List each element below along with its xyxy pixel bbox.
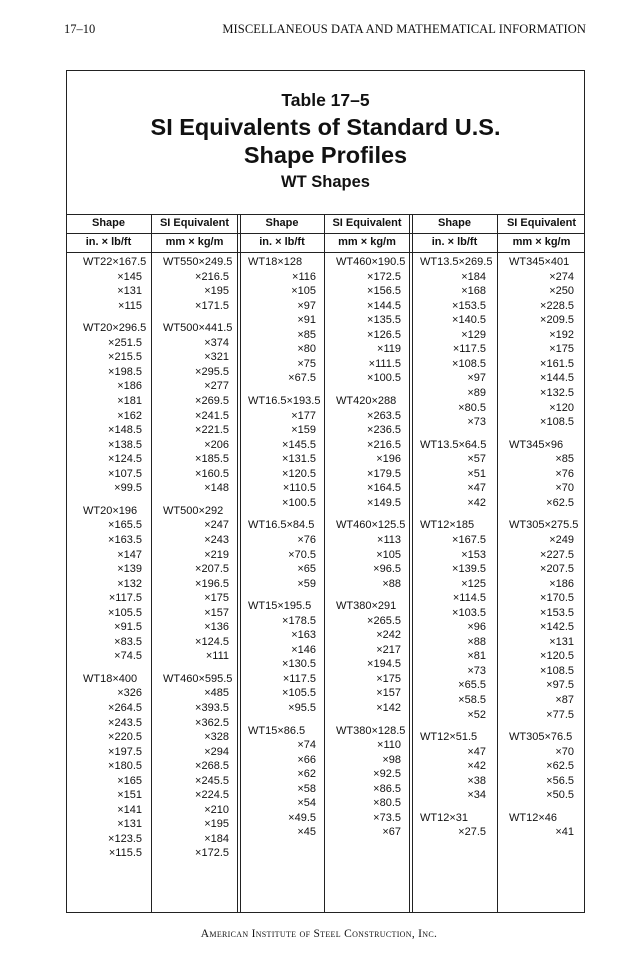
table-title	[66, 113, 585, 169]
shape-weight: ×131.5	[282, 453, 316, 466]
shape-weight: ×107.5	[108, 467, 142, 480]
shape-weight: ×185.5	[195, 453, 229, 466]
shape-weight: ×38	[467, 774, 486, 787]
shape-weight: ×180.5	[108, 760, 142, 773]
shape-weight: ×130.5	[282, 658, 316, 671]
shape-weight: ×97	[297, 299, 316, 312]
shape-weight: ×163.5	[108, 533, 142, 546]
shape-weight: ×269.5	[195, 395, 229, 407]
shape-weight: ×120.5	[540, 650, 574, 663]
shape-weight: ×162	[117, 409, 142, 422]
shape-weight: ×167.5	[452, 533, 486, 546]
column-header: SI Equivalent	[506, 217, 577, 229]
shape-weight: ×197.5	[108, 745, 142, 758]
shape-weight: ×105.5	[108, 606, 142, 619]
shape-weight: ×206	[204, 438, 229, 451]
shape-designation: WT20×196	[83, 504, 138, 517]
shape-weight: ×224.5	[195, 789, 229, 802]
shape-designation: WT20×296.5	[83, 322, 147, 335]
column-rule	[151, 214, 152, 913]
shape-weight: ×76	[297, 533, 316, 546]
shape-weight: ×228.5	[540, 299, 574, 312]
shape-weight: ×100.5	[367, 372, 401, 385]
shape-weight: ×89	[467, 387, 486, 399]
shape-weight: ×88	[382, 577, 401, 590]
shape-weight: ×139.5	[452, 563, 486, 575]
shape-designation: WT420×288	[336, 395, 397, 407]
shape-weight: ×249	[549, 533, 574, 546]
shape-weight: ×80.5	[373, 797, 401, 810]
shape-weight: ×153	[461, 548, 486, 561]
table-rule-top	[66, 214, 585, 215]
shape-weight: ×393.5	[195, 702, 229, 714]
shape-designation: WT460×190.5	[336, 256, 406, 268]
shape-weight: ×96	[467, 621, 486, 634]
shape-designation: WT18×128	[248, 256, 303, 268]
shape-weight: ×221.5	[195, 424, 229, 437]
page-header	[64, 22, 586, 42]
shape-weight: ×251.5	[108, 336, 142, 349]
shape-weight: ×186	[117, 380, 142, 393]
shape-weight: ×65	[297, 563, 316, 575]
shape-weight: ×58.5	[458, 694, 486, 706]
shape-weight: ×159	[291, 424, 316, 437]
shape-weight: ×99.5	[114, 482, 142, 495]
group-rule	[237, 214, 241, 913]
unit-header: in. × lb/ft	[431, 236, 478, 248]
shape-weight: ×207.5	[195, 563, 229, 575]
shape-weight: ×216.5	[195, 270, 229, 283]
shape-weight: ×56.5	[546, 774, 574, 787]
shape-weight: ×126.5	[367, 328, 401, 341]
shape-weight: ×168	[461, 285, 486, 298]
table-rule-header	[66, 233, 585, 234]
shape-weight: ×98	[382, 753, 401, 766]
shape-weight: ×147	[117, 548, 142, 561]
shape-weight: ×184	[204, 832, 229, 845]
shape-designation: WT13.5×64.5	[420, 438, 487, 451]
shape-designation: WT18×400	[83, 672, 138, 685]
shape-designation: WT12×46	[509, 811, 557, 824]
shape-weight: ×135.5	[367, 314, 401, 327]
column-header: SI Equivalent	[159, 217, 230, 229]
shape-weight: ×164.5	[367, 482, 401, 495]
shape-weight: ×54	[297, 797, 316, 810]
shape-weight: ×157	[376, 687, 401, 700]
shape-weight: ×47	[467, 745, 486, 758]
shape-weight: ×227.5	[540, 548, 574, 561]
table-rule-units	[66, 252, 585, 253]
shape-designation: WT12×31	[420, 811, 468, 824]
column-header: Shape	[265, 217, 299, 229]
shape-weight: ×85	[555, 453, 574, 466]
shape-weight: ×277	[204, 380, 229, 393]
shape-weight: ×171.5	[195, 299, 229, 312]
shape-weight: ×485	[204, 687, 229, 700]
shape-weight: ×160.5	[195, 467, 229, 480]
shape-designation: WT305×275.5	[509, 519, 579, 532]
shape-weight: ×195	[204, 285, 229, 298]
shape-weight: ×131	[117, 285, 142, 298]
shape-weight: ×70.5	[288, 548, 316, 561]
shape-weight: ×115	[118, 299, 142, 312]
shape-weight: ×124.5	[195, 635, 229, 648]
shape-weight: ×131	[117, 818, 142, 831]
shape-weight: ×66	[297, 753, 316, 766]
shape-designation: WT12×51.5	[420, 731, 478, 744]
shape-designation: WT22×167.5	[83, 256, 147, 268]
shape-designation: WT15×86.5	[248, 724, 306, 737]
shape-weight: ×157	[204, 606, 229, 619]
unit-header: mm × kg/m	[512, 236, 571, 248]
shape-weight: ×125	[461, 577, 486, 590]
shape-weight: ×268.5	[195, 760, 229, 773]
shape-weight: ×153.5	[540, 606, 574, 619]
shape-weight: ×110.5	[282, 482, 316, 495]
shape-weight: ×105.5	[282, 687, 316, 700]
shape-weight: ×198.5	[108, 365, 142, 378]
column-header: Shape	[437, 217, 471, 229]
shape-weight: ×76	[555, 467, 574, 480]
shape-weight: ×151	[117, 789, 142, 802]
shape-weight: ×124.5	[108, 453, 142, 466]
unit-header: mm × kg/m	[338, 236, 396, 248]
shape-weight: ×67.5	[288, 372, 316, 385]
shape-designation: WT345×96	[509, 438, 564, 451]
shape-weight: ×186	[549, 577, 574, 590]
shape-weight: ×57	[467, 453, 486, 466]
shape-weight: ×196.5	[195, 577, 229, 590]
shape-weight: ×42	[467, 760, 486, 773]
shape-weight: ×247	[204, 519, 229, 532]
shape-designation: WT550×249.5	[163, 256, 233, 268]
shape-weight: ×140.5	[452, 314, 486, 327]
shape-designation: WT460×595.5	[163, 672, 233, 685]
shape-weight: ×362.5	[195, 716, 229, 729]
shape-weight: ×264.5	[108, 702, 142, 714]
shape-weight: ×73	[467, 664, 486, 677]
shape-weight: ×175	[549, 343, 574, 356]
shape-designation: WT13.5×269.5	[420, 256, 493, 268]
shape-weight: ×105	[291, 285, 316, 298]
shape-weight: ×145	[117, 270, 142, 283]
shape-weight: ×250	[549, 285, 574, 298]
shape-weight: ×119	[377, 343, 401, 356]
shape-weight: ×51	[467, 467, 486, 480]
shape-weight: ×80	[297, 343, 316, 356]
shape-weight: ×75	[297, 357, 316, 370]
shape-weight: ×58	[297, 782, 316, 795]
shape-weight: ×97	[467, 372, 486, 385]
shape-weight: ×139	[117, 563, 142, 575]
shape-weight: ×170.5	[540, 592, 574, 605]
shape-weight: ×88	[467, 635, 486, 648]
shape-weight: ×59	[297, 577, 316, 590]
shape-designation: WT16.5×84.5	[248, 519, 315, 532]
shape-weight: ×165.5	[108, 519, 142, 532]
shape-weight: ×216.5	[367, 438, 401, 451]
shape-weight: ×120.5	[282, 467, 316, 480]
shape-designation: WT500×441.5	[163, 322, 233, 335]
shape-weight: ×74.5	[114, 650, 142, 663]
shape-designation: WT305×76.5	[509, 731, 573, 744]
shape-weight: ×42	[467, 496, 486, 509]
unit-header: mm × kg/m	[165, 236, 224, 248]
shape-weight: ×175	[376, 672, 401, 685]
shape-weight: ×91	[297, 314, 316, 327]
shape-weight: ×195	[204, 818, 229, 831]
shape-weight: ×85	[297, 328, 316, 341]
page-footer: American Institute of Steel Construction, Inc.	[200, 928, 438, 940]
shape-weight: ×65.5	[458, 679, 486, 692]
shape-weight: ×265.5	[367, 614, 401, 627]
shape-weight: ×132	[117, 577, 142, 590]
shape-weight: ×245.5	[195, 774, 229, 787]
shape-weight: ×70	[555, 482, 574, 495]
shape-weight: ×144.5	[540, 372, 574, 385]
unit-header: in. × lb/ft	[85, 236, 132, 248]
shape-weight: ×111	[205, 650, 229, 663]
shape-weight: ×177	[291, 409, 316, 422]
shape-weight: ×117.5	[108, 592, 142, 605]
shape-weight: ×178.5	[282, 614, 316, 627]
shape-designation: WT500×292	[163, 504, 224, 517]
shape-weight: ×45	[297, 826, 316, 839]
shape-weight: ×142.5	[540, 621, 574, 634]
shape-weight: ×97.5	[546, 679, 574, 692]
shape-weight: ×263.5	[367, 409, 401, 422]
shape-weight: ×132.5	[540, 387, 574, 399]
shape-weight: ×116	[292, 270, 316, 283]
shape-weight: ×108.5	[452, 357, 486, 370]
shape-weight: ×131	[549, 635, 574, 648]
shape-weight: ×86.5	[373, 782, 401, 795]
shape-designation: WT15×195.5	[248, 600, 312, 613]
shape-weight: ×138.5	[108, 438, 142, 451]
shape-weight: ×47	[467, 482, 486, 495]
shape-weight: ×123.5	[108, 832, 142, 845]
shape-weight: ×209.5	[540, 314, 574, 327]
shape-weight: ×172.5	[367, 270, 401, 283]
shape-weight: ×153.5	[452, 299, 486, 312]
shape-weight: ×148.5	[108, 424, 142, 437]
data-table	[66, 214, 585, 913]
shape-weight: ×41	[555, 826, 574, 839]
shape-weight: ×242	[376, 629, 401, 642]
shape-weight: ×83.5	[114, 635, 142, 648]
shape-weight: ×105	[376, 548, 401, 561]
shape-weight: ×74	[297, 739, 316, 752]
shape-weight: ×77.5	[546, 708, 574, 721]
shape-weight: ×145.5	[282, 438, 316, 451]
page-number: 17–10	[64, 22, 96, 36]
shape-weight: ×156.5	[367, 285, 401, 298]
shape-weight: ×80.5	[458, 401, 486, 414]
shape-weight: ×149.5	[367, 496, 401, 509]
shape-weight: ×243.5	[108, 716, 142, 729]
column-rule	[324, 214, 325, 913]
shape-weight: ×236.5	[367, 424, 401, 437]
shape-weight: ×181	[117, 395, 142, 407]
table-subtitle: WT Shapes	[281, 173, 370, 191]
shape-weight: ×62	[297, 768, 316, 781]
shape-weight: ×87	[555, 694, 574, 706]
shape-weight: ×62.5	[546, 760, 574, 773]
shape-weight: ×111.5	[368, 357, 401, 370]
shape-weight: ×294	[204, 745, 229, 758]
shape-weight: ×220.5	[108, 731, 142, 744]
shape-weight: ×129	[461, 328, 486, 341]
shape-weight: ×108.5	[540, 416, 574, 429]
shape-weight: ×295.5	[195, 365, 229, 378]
shape-designation: WT380×128.5	[336, 724, 406, 737]
shape-weight: ×67	[382, 826, 401, 839]
shape-weight: ×141	[117, 803, 142, 816]
shape-weight: ×321	[204, 351, 229, 364]
shape-weight: ×179.5	[367, 467, 401, 480]
shape-weight: ×95.5	[288, 702, 316, 714]
shape-weight: ×172.5	[195, 847, 229, 860]
shape-weight: ×326	[117, 687, 142, 700]
shape-weight: ×215.5	[108, 351, 142, 364]
shape-weight: ×49.5	[288, 811, 316, 824]
shape-weight: ×219	[204, 548, 229, 561]
shape-designation: WT460×125.5	[336, 519, 406, 532]
table-number: Table 17–5	[281, 90, 370, 110]
shape-weight: ×117.5	[282, 672, 316, 685]
shape-weight: ×108.5	[540, 664, 574, 677]
shape-weight: ×136	[204, 621, 229, 634]
shape-weight: ×52	[467, 708, 486, 721]
table-title-line1: SI Equivalents of Standard U.S.	[150, 114, 501, 140]
shape-weight: ×117.5	[452, 343, 486, 356]
shape-weight: ×92.5	[373, 768, 401, 781]
column-rule	[497, 214, 498, 913]
shape-weight: ×73.5	[373, 811, 401, 824]
shape-weight: ×91.5	[114, 621, 142, 634]
shape-weight: ×243	[204, 533, 229, 546]
shape-weight: ×115.5	[108, 847, 142, 860]
table-title-line2: Shape Profiles	[243, 142, 408, 168]
shape-weight: ×110	[377, 739, 401, 752]
shape-weight: ×103.5	[452, 606, 486, 619]
shape-designation: WT380×291	[336, 600, 397, 613]
column-header: SI Equivalent	[332, 217, 402, 229]
shape-designation: WT345×401	[509, 256, 570, 268]
shape-weight: ×163	[291, 629, 316, 642]
shape-weight: ×120	[549, 401, 574, 414]
shape-weight: ×274	[549, 270, 574, 283]
shape-weight: ×146	[291, 643, 316, 656]
shape-weight: ×73	[467, 416, 486, 429]
shape-weight: ×184	[461, 270, 486, 283]
shape-weight: ×142	[376, 702, 401, 714]
shape-weight: ×196	[376, 453, 401, 466]
shape-weight: ×70	[555, 745, 574, 758]
group-rule	[409, 214, 413, 913]
column-header: Shape	[91, 217, 125, 229]
shape-designation: WT12×185	[420, 519, 475, 532]
shape-weight: ×175	[204, 592, 229, 605]
running-title: MISCELLANEOUS DATA AND MATHEMATICAL INFORMATION	[222, 22, 586, 36]
shape-weight: ×207.5	[540, 563, 574, 575]
shape-weight: ×50.5	[546, 789, 574, 802]
shape-weight: ×114.5	[452, 592, 486, 605]
shape-weight: ×217	[376, 643, 401, 656]
shape-weight: ×34	[467, 789, 486, 802]
shape-weight: ×27.5	[458, 826, 486, 839]
shape-designation: WT16.5×193.5	[248, 395, 321, 407]
shape-weight: ×374	[204, 336, 229, 349]
shape-weight: ×100.5	[282, 496, 316, 509]
shape-weight: ×144.5	[367, 299, 401, 312]
shape-weight: ×96.5	[373, 563, 401, 575]
shape-weight: ×161.5	[540, 357, 574, 370]
shape-weight: ×148	[204, 482, 229, 495]
unit-header: in. × lb/ft	[259, 236, 305, 248]
shape-weight: ×210	[204, 803, 229, 816]
shape-weight: ×165	[117, 774, 142, 787]
shape-weight: ×62.5	[546, 496, 574, 509]
shape-weight: ×194.5	[367, 658, 401, 671]
shape-weight: ×241.5	[195, 409, 229, 422]
shape-weight: ×328	[204, 731, 229, 744]
shape-weight: ×113	[377, 533, 401, 546]
shape-weight: ×81	[467, 650, 486, 663]
shape-weight: ×192	[549, 328, 574, 341]
